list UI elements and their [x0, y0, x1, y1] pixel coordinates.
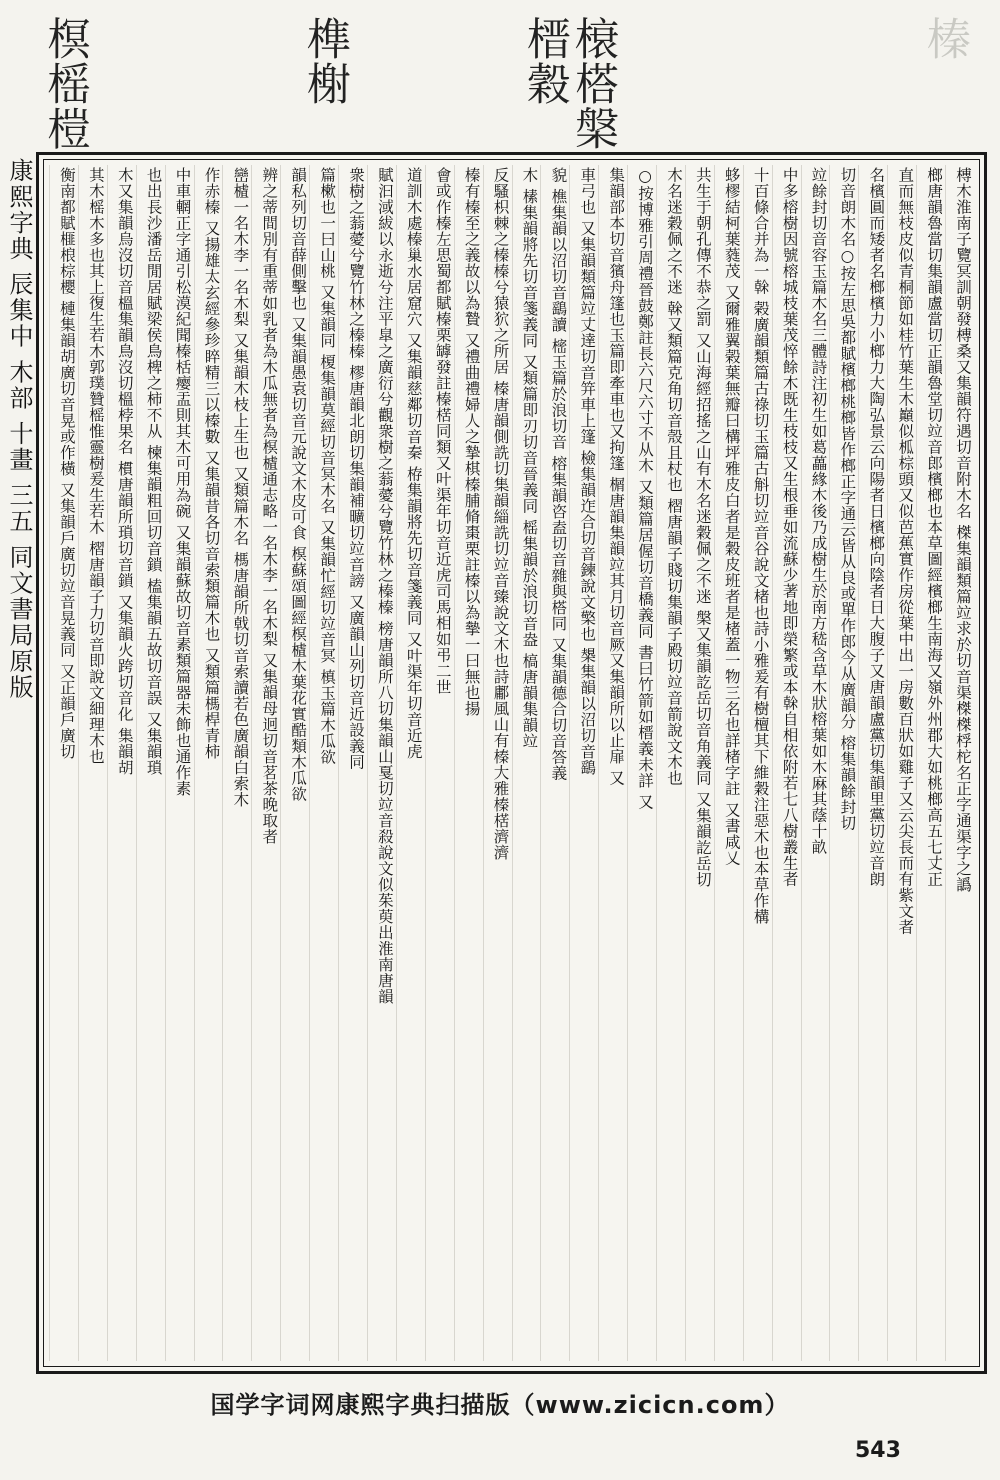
page-number: 543: [855, 1438, 901, 1463]
seal-group-4: 榛: [919, 16, 970, 61]
text-column: 中多榕樹因號榕城枝葉茂悴餘木既生枝枝又生根垂如流蘇少著地即榮繁或本榦自相依附若七八樹叢生者: [772, 165, 801, 1361]
text-column: ○按博雅引周禮晉鼓鄭註長六尺六寸不从木 又類篇居偓切音橋義同 書曰竹箭如榗義未詳 又: [627, 165, 656, 1361]
text-column: 道訓木處榛巢水居窟穴 又集韻慈鄰切音秦 栫集韻將先切音箋義同 又叶渠年切音近虎: [396, 165, 425, 1361]
text-column: 會或作榛左思蜀都賦榛栗罅發註榛楛同類又叶渠年切音近虎司馬相如弔二世: [425, 165, 454, 1361]
text-column: 也出長沙潘岳閒居賦梁侯鳥椑之柿不从 楝集韻粗回切音鎖 榼集韻五故切音誤 又集韻瑣: [136, 165, 165, 1361]
text-column: 衡南都賦榧桹棕櫻 槤集韻胡廣切音晃或作橫 又集韻戶廣切竝音晃義同 又正韻戶廣切: [49, 165, 78, 1361]
text-column: 木 榡集韻將先切音箋義同 又類篇即刃切音晉義同 榣集韻於浪切音盎 槁唐韻集韻竝: [512, 165, 541, 1361]
text-column: 衆樹之蓊薆兮覽竹林之榛榛 樛唐韻北朗切集韻補曠切竝音謗 又廣韻山列切音近設義同: [338, 165, 367, 1361]
text-column: 巒樝一名木李一名木梨 又集韻木枝上生也 又類篇木名 榪唐韻所戟切音索讀若色廣韻白索木: [222, 165, 251, 1361]
text-column: 木又集韻烏沒切音榲集韻鳥沒切榲桲果名 樌唐韻所瑣切音鎖 又集韻火跨切音化 集韻胡: [107, 165, 136, 1361]
text-column: 名檳圓而矮者名榔檳力小榔力大陶弘景云向陽者日檳榔向陰者日大腹子又唐韻盧黨切集韻里黨切竝音朗: [858, 165, 887, 1361]
text-column: 蛥樛結柯葉蕤茂 又爾雅翼榖葉無瓣曰構坪雅皮白者是穀皮班者是楮蓋一物三名也詳楮字註 又書咸乂: [714, 165, 743, 1361]
dictionary-page-frame: [36, 152, 987, 1374]
text-column: 篇樕也一曰山桃 又集韻同 榎集韻莫經切音冥木名 又集韻忙經切竝音冥 槙玉篇木瓜欲: [309, 165, 338, 1361]
text-column: 十百條合并為一榦 榖廣韻類篇古祿切玉篇古斛切竝音谷說文楮也詩小雅爰有樹檀其下維穀注惡木也本草作構: [743, 165, 772, 1361]
text-column: 韻私列切音薛側擊也 又集韻愚袁切音元說文木皮可食 榠蘇頌圖經榠樝木葉花實酷類木瓜欲: [280, 165, 309, 1361]
text-column: 竝餘封切音容玉篇木名三體詩注初生如葛藟緣木後乃成樹生於南方嵇含草木狀榕葉如木麻其蔭十畝: [801, 165, 830, 1361]
text-column: 辨之蒂間別有重蒂如乳者為木瓜無者為榠樝通志略一名木李一名木梨 又集韻母迥切音茗茶晚取者: [251, 165, 280, 1361]
text-column: 集韻部本切音獱舟篷也玉篇即牽車也又拘篷 榍唐韻集韻竝其月切音厥又集韻所以止扉 又: [598, 165, 627, 1361]
text-column: 切音朗木名○按左思吳都賦檳榔桃榔皆作榔正字通云皆从良或單作郎今从廣韻分 榕集韻餘封切: [829, 165, 858, 1361]
text-column: 其木榣木多也其上復生若木郭璞贊榣惟靈樹爰生若木 槢唐韻子力切音即說文細理木也: [78, 165, 107, 1361]
text-column: 中車輞正字通引松漠紀聞榛栝瘿盂則其木可用為碗 又集韻蘇故切音素類篇器未飾也通作素: [165, 165, 194, 1361]
text-column: 榔唐韻魯當切集韻盧當切正韻魯堂切竝音郎檳榔也本草圖經檳榔生南海又嶺外州郡大如桃榔高五七丈正: [916, 165, 945, 1361]
seal-group-2: 榫榭: [299, 16, 350, 106]
text-column: 車弓也 又集韻類篇竝丈達切音笄車上篷 檢集韻迮合切音鍊說文檠也 槼集韻以沼切音鷂: [569, 165, 598, 1361]
text-columns: [49, 165, 974, 1361]
text-column: 榑木淮南子覽冥訓朝發榑桑又集韻符遇切音附木名 榤集韻類篇竝求於切音渠榤榤桴柁名正字通渠字之譌: [945, 165, 974, 1361]
text-column: 共生于朝孔傳不恭之罰 又山海經招搖之山有木名迷穀佩之不迷 槃又集韻訖岳切音角義同 又集韻訖岳切: [685, 165, 714, 1361]
text-column: 榛有榛至之義故以為贄 又禮曲禮婦人之摯棋榛脯脩棗栗註榛以為摰一曰無也揚: [454, 165, 483, 1361]
text-column: 木名迷穀佩之不迷 榦又類篇克角切音殼且杖也 槢唐韻子賤切集韻子殿切竝音箭說文木也: [656, 165, 685, 1361]
text-column: 作赤榛 又揚雄太玄經參珍睟精三以榛數 又集韻昔各切音索類篇木也 又類篇榪桿青柿: [194, 165, 223, 1361]
text-column: 賦汩淢紱以永逝兮注平皐之廣衍兮觀衆樹之蓊薆兮覽竹林之榛榛 榜唐韻所八切集韻山戛切竝音殺說文似茱萸出淮南唐韻: [367, 165, 396, 1361]
text-column: 貌 樵集韻以沼切音鷂讀 樒玉篇於浪切音 榕集韻咨盍切音雜與榙同 又集韻德合切音答義: [540, 165, 569, 1361]
footer-credit: 国学字词网康熙字典扫描版（www.zicicn.com）: [210, 1391, 790, 1419]
text-column: 反騷枳棘之榛榛兮猿狖之所居 榛唐韻側詵切集韻緇詵切竝音臻說文木也詩鄘風山有榛大雅榛楛濟濟: [483, 165, 512, 1361]
text-column: 直而無枝皮似青桐節如桂竹葉生木巔似柧棕頭又似芭蕉實作房從葉中出一房數百狀如雞子又云尖長而有紫文者: [887, 165, 916, 1361]
seal-script-header: [40, 8, 990, 153]
seal-group-3: 榱榙槃榗穀: [519, 16, 618, 151]
side-margin-label: 康熙字典 辰集中 木部 十畫 三五 同文書局原版: [5, 158, 33, 701]
seal-group-1: 榠榣榿: [39, 16, 90, 151]
